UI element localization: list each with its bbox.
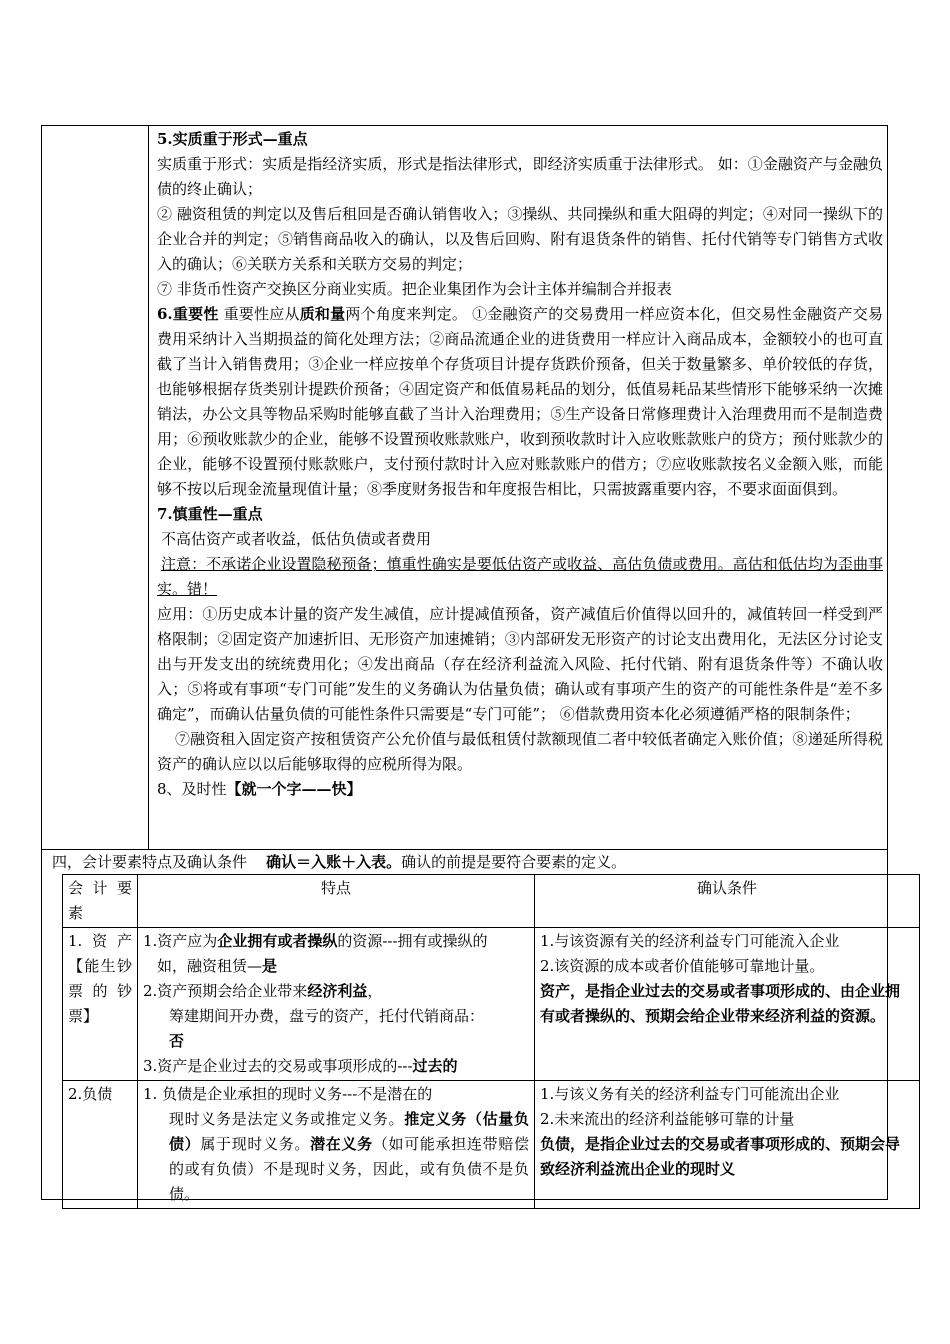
table-row-asset <box>63 928 920 1081</box>
asset-feature-2 <box>143 979 529 1004</box>
section-5-text-1: 实质重于形式：实质是指经济实质，形式是指法律形式，即经济实质重于法律形式。 如：①金融资产与金融负债的终止确认； <box>157 155 883 198</box>
section-5-text-2: ② 融资租赁的判定以及售后租回是否确认销售收入；③操纵、共同操纵和重大阻碍的判定；④对同一操纵下的企业合并的判定；⑤销售商品收入的确认，以及售后回购、附有退货条件的销售、托付代销等专门销售方式收入的确认；⑥关联方关系和关联方交易的判定； <box>157 205 883 273</box>
asset-condition-2: 2.该资源的成本或者价值能够可靠地计量。 <box>540 957 825 975</box>
liability-feature-2e: （如可能承担连带赔偿的或有负债）不是现时义务，因此，或有负债不是负债。 <box>169 1135 529 1203</box>
asset-feature-2c: ， <box>367 982 383 1000</box>
section-4-emphasis: 确认＝入账＋入表。 <box>266 853 402 871</box>
asset-feature-1e: 是 <box>262 957 278 975</box>
asset-feature-1-example <box>143 954 529 979</box>
liability-features <box>138 1081 535 1209</box>
header-features: 特点 <box>138 875 535 928</box>
liability-feature-2c: 属于现时义务。 <box>200 1135 311 1153</box>
asset-feature-3 <box>143 1054 529 1079</box>
section-7-text-2: 应用：①历史成本计量的资产发生减值，应计提减值预备，资产减值后价值得以回升的，减值转回一样受到严格限制；②固定资产加速折旧、无形资产加速摊销；③内部研发无形资产的讨论支出费用化，无法区分讨论支出与开发支出的统统费用化；④发出商品（存在经济利益流入风险、托付代销、附有退货条件等）不确认收入；⑤将或有事项“专门可能”发生的义务确认为估量负债；确认或有事项产生的资产的可能性条件是“差不多确定”，而确认估量负债的可能性条件只需要是“专门可能”； ⑥借款费用资本化必须遵循严格的限制条件； <box>157 605 883 723</box>
section-7-text-3: ⑦融资租入固定资产按租赁资产公允价值与最低租赁付款额现值二者中较低者确定入账价值；⑧递延所得税资产的确认应以以后能够取得的应税所得为限。 <box>157 730 883 773</box>
section-7-title: 7.慎重性—重点 <box>157 505 263 523</box>
asset-feature-1d: 如，融资租赁— <box>157 957 263 975</box>
asset-feature-1b: 企业拥有或者操纵 <box>217 932 338 950</box>
asset-feature-3b: 过去的 <box>412 1057 458 1075</box>
asset-definition: 资产，是指企业过去的交易或者事项形成的、由企业拥有或者操纵的、预期会给企业带来经济利益的资源。 <box>540 982 901 1025</box>
section-5-text-3: ⑦ 非货币性资产交换区分商业实质。把企业集团作为会计主体并编制合并报表 <box>157 280 672 298</box>
asset-condition-1: 1.与该资源有关的经济利益专门可能流入企业 <box>540 932 840 950</box>
section-6-title: 6.重要性 <box>157 305 219 323</box>
asset-feature-2-example: 筹建期间开办费，盘亏的资产，托付代销商品： <box>169 1007 485 1025</box>
asset-feature-1c: 的资源---拥有或操纵的 <box>337 932 488 950</box>
liability-condition-2: 2.未来流出的经济利益能够可靠的计量 <box>540 1110 795 1128</box>
table-header-row <box>63 875 920 928</box>
liability-feature-2b: 推定义务（估量负债） <box>169 1110 529 1153</box>
header-element: 会 计 要 素 <box>63 875 138 928</box>
section-6-paragraph <box>157 302 883 502</box>
liability-feature-2a: 现时义务是法定义务或推定义务。 <box>169 1110 405 1128</box>
liability-condition-1: 1.与该义务有关的经济利益专门可能流出企业 <box>540 1085 840 1103</box>
content-frame <box>41 125 901 1203</box>
asset-feature-2a: 2.资产预期会给企业带来 <box>143 982 308 1000</box>
liability-definition: 负债，是指企业过去的交易或者事项形成的、预期会导致经济利益流出企业的现时义 <box>540 1135 901 1178</box>
liability-conditions <box>535 1081 920 1209</box>
section-4-title: 四，会计要素特点及确认条件 <box>52 853 248 871</box>
section-8-emphasis: 【就一个字——快】 <box>226 780 362 798</box>
section-4-text: 确认的前提是要符合要素的定义。 <box>401 853 627 871</box>
section-6-lead: 重要性应从 <box>223 305 300 323</box>
header-conditions: 确认条件 <box>535 875 920 928</box>
section-7-text-1: 不高估资产或者收益，低估负债或者费用 <box>161 530 432 548</box>
asset-feature-3a: 3.资产是企业过去的交易或事项形成的--- <box>143 1057 413 1075</box>
liability-feature-2 <box>143 1107 529 1207</box>
principles-cell <box>157 127 883 802</box>
section-5-title: 5.实质重于形式—重点 <box>157 130 308 148</box>
asset-feature-1a: 1.资产应为 <box>143 932 218 950</box>
liability-feature-2d: 潜在义务 <box>310 1135 373 1153</box>
asset-name: 1.资产【能生钞票的钞票】 <box>63 928 138 1081</box>
asset-feature-2b: 经济利益 <box>307 982 368 1000</box>
elements-table <box>62 874 920 1209</box>
asset-features <box>138 928 535 1081</box>
section-8-title: 8、及时性 <box>157 780 227 798</box>
liability-name: 2.负债 <box>63 1081 138 1209</box>
section-6-emphasis: 质和量 <box>299 305 346 323</box>
asset-conditions <box>535 928 920 1081</box>
section-8-paragraph <box>157 777 883 802</box>
asset-feature-1 <box>143 929 529 954</box>
section-7-note: 注意：不承诺企业设置隐秘预备；慎重性确实是要低估资产或收益、高估负债或费用。高估和低估均为歪曲事实。错！ <box>157 555 883 598</box>
asset-feature-2-answer: 否 <box>169 1032 185 1050</box>
liability-feature-1: 1. 负债是企业承担的现时义务---不是潜在的 <box>143 1085 433 1103</box>
table-row-liability <box>63 1081 920 1209</box>
left-column-cell <box>42 126 149 849</box>
elements-table-wrap <box>62 874 901 1209</box>
section-4-heading <box>42 849 887 874</box>
section-6-text: 两个角度来判定。 ①金融资产的交易费用一样应资本化，但交易性金融资产交易费用采纳计入当期损益的简化处理方法；②商品流通企业的进货费用一样应计入商品成本，金额较小的也可直截了当计入销售费用；③企业一样应按单个存货项目计提存货跌价预备，但关于数量繁多、单价较低的存货，也能够根据存货类别计提跌价预备；④固定资产和低值易耗品的划分，低值易耗品某些情形下能够采纳一次摊销法，办公文具等物品采购时能够直截了当计入治理费用；⑤生产设备日常修理费计入治理费用而不是制造费用；⑥预收账款少的企业，能够不设置预收账款账户，收到预收款时计入应收账款账户的贷方；预付账款少的企业，能够不设置预付账款账户，支付预付款时计入应对账款账户的借方；⑦应收账款按名义金额入账，而能够不按以后现金流量现值计量；⑧季度财务报告和年度报告相比，只需披露重要内容，不要求面面俱到。 <box>157 305 883 498</box>
